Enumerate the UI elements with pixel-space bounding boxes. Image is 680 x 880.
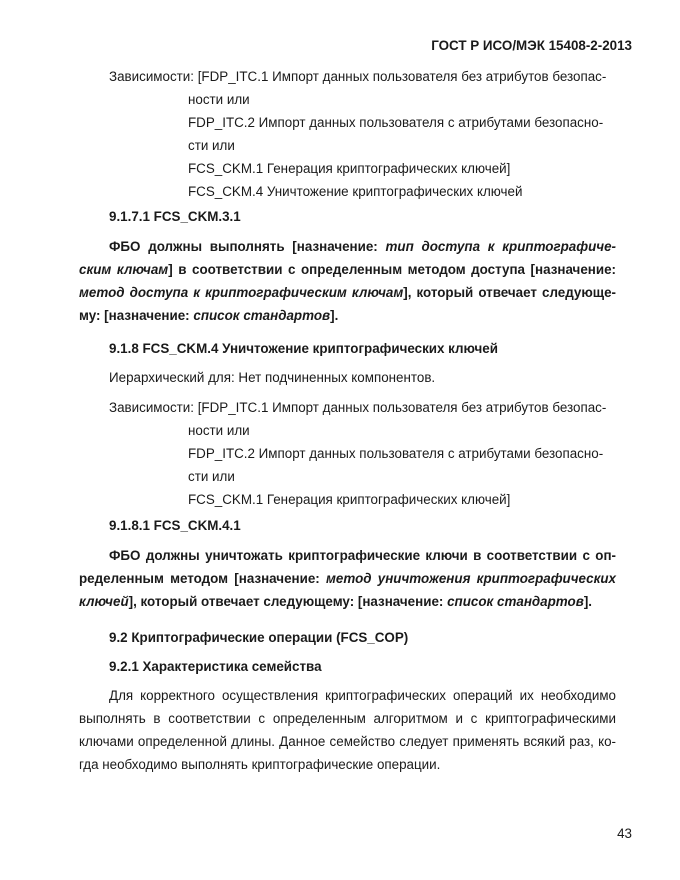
text-run: ] в соответствии с определенным методом доступа [назначение: <box>168 262 616 277</box>
dependencies-line: ности или <box>188 423 250 438</box>
requirement-paragraph-line <box>109 237 616 257</box>
body-paragraph-line: гда необходимо выполнять криптографические операции. <box>79 757 441 772</box>
requirement-paragraph-line <box>79 306 338 326</box>
assignment-text: ключей <box>79 594 129 609</box>
heading-text: Уничтожение криптографических ключей <box>218 341 498 356</box>
requirement-paragraph-line <box>79 592 592 612</box>
body-paragraph-line: выполнять в соответствии с определенным алгоритмом и с криптографическими <box>79 711 616 726</box>
hierarchical-line: Иерархический для: Нет подчиненных компонентов. <box>109 370 436 385</box>
text-run: му: [назначение: <box>79 308 194 323</box>
dependencies-line: FDP_ITC.2 Импорт данных пользователя с атрибутами безопасно- <box>188 446 604 461</box>
body-paragraph-line: ключами определенной длины. Данное семейство следует применять всякий раз, ко- <box>79 734 616 749</box>
dependencies-line: ности или <box>188 92 250 107</box>
dependencies-line: сти или <box>188 469 235 484</box>
section-heading-9-2: 9.2 Криптографические операции (FCS_COP) <box>109 630 409 645</box>
assignment-text: метод доступа к криптографическим ключам <box>79 285 404 300</box>
assignment-text: тип доступа к криптографиче- <box>385 239 616 254</box>
text-run: ]. <box>330 308 339 323</box>
dependencies-line: сти или <box>188 138 235 153</box>
requirement-paragraph-line: ФБО должны уничтожать криптографические ключи в соответствии с оп- <box>109 548 616 563</box>
document-header: ГОСТ Р ИСО/МЭК 15408-2-2013 <box>431 38 632 53</box>
assignment-text: список стандартов <box>447 594 584 609</box>
dependencies-line: Зависимости: [FDP_ITC.1 Импорт данных пользователя без атрибутов безопас- <box>109 69 607 84</box>
dependencies-line: FCS_CKM.4 Уничтожение криптографических ключей <box>188 184 523 199</box>
section-heading-9-1-7-1: 9.1.7.1 FCS_CKM.3.1 <box>109 209 241 224</box>
text-run: ределенным методом [назначение: <box>79 571 326 586</box>
text-run: ], который отвечает следующе- <box>403 285 616 300</box>
assignment-text: ским ключам <box>79 262 169 277</box>
page-number: 43 <box>617 826 632 841</box>
text-run: ], который отвечает следующему: [назначение: <box>128 594 448 609</box>
requirement-paragraph-line <box>79 569 616 589</box>
section-heading-9-1-8-1: 9.1.8.1 FCS_CKM.4.1 <box>109 518 241 533</box>
assignment-text: список стандартов <box>193 308 331 323</box>
section-heading-9-2-1: 9.2.1 Характеристика семейства <box>109 659 322 674</box>
dependencies-line: FCS_CKM.1 Генерация криптографических ключей] <box>188 492 511 507</box>
heading-number: 9.1.8 FCS_CKM.4 <box>109 341 219 356</box>
dependencies-line: Зависимости: [FDP_ITC.1 Импорт данных пользователя без атрибутов безопас- <box>109 400 607 415</box>
body-paragraph-line: Для корректного осуществления криптографических операций их необходимо <box>109 688 616 703</box>
section-heading-9-1-8 <box>109 339 498 359</box>
dependencies-line: FDP_ITC.2 Импорт данных пользователя с атрибутами безопасно- <box>188 115 604 130</box>
text-run: ]. <box>583 594 592 609</box>
text-run: ФБО должны выполнять [назначение: <box>109 239 386 254</box>
requirement-paragraph-line <box>79 283 616 303</box>
requirement-paragraph-line <box>79 260 616 280</box>
assignment-text: метод уничтожения криптографических <box>325 571 616 586</box>
dependencies-line: FCS_CKM.1 Генерация криптографических ключей] <box>188 161 511 176</box>
